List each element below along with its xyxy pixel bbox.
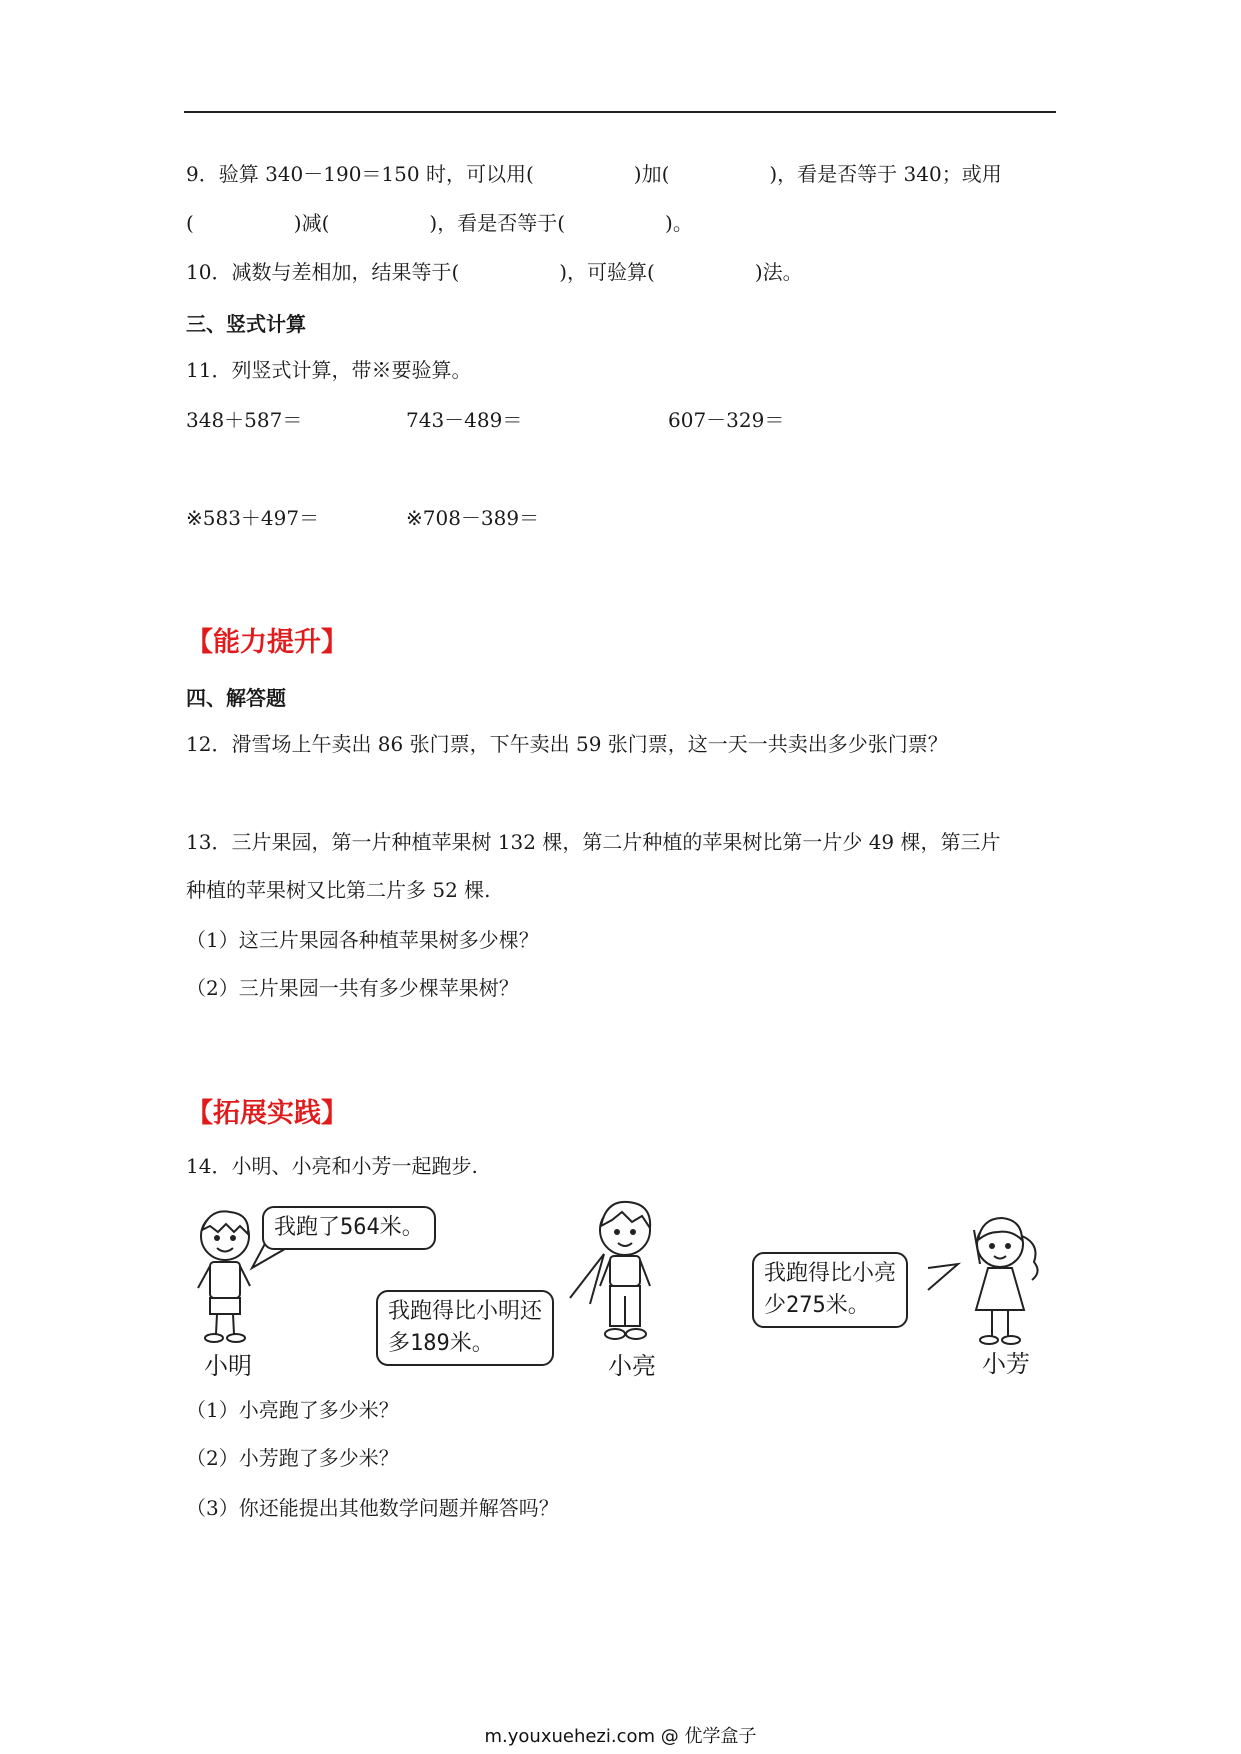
speech-bubble-xiaoming xyxy=(262,1206,436,1250)
speech-bubble-xiaoliang-line-2: 多189米。 xyxy=(388,1331,494,1356)
question-13-line-1: 13．三片果园，第一片种植苹果树 132 棵，第二片种植的苹果树比第一片少 49 棵，第三片 xyxy=(186,830,1001,854)
question-13-sub-1: （1）这三片果园各种植苹果树多少棵？ xyxy=(186,928,539,952)
question-14-sub-1: （1）小亮跑了多少米？ xyxy=(186,1398,399,1422)
question-14-prompt: 14．小明、小亮和小芳一起跑步. xyxy=(186,1154,478,1178)
question-9-line-1: 9．验算 340－190＝150 时，可以用( )加( )，看是否等于 340；或用 xyxy=(186,162,1002,186)
expression-1: 348＋587＝ xyxy=(186,408,303,432)
speech-bubble-xiaofang xyxy=(752,1252,908,1328)
question-9-line-2: ( )减( )，看是否等于( )。 xyxy=(186,211,693,235)
expression-2: 743－489＝ xyxy=(406,408,523,432)
question-14-sub-3: （3）你还能提出其他数学问题并解答吗？ xyxy=(186,1496,559,1520)
question-13-sub-2: （2）三片果园一共有多少棵苹果树？ xyxy=(186,976,519,1000)
section-4-heading: 四、解答题 xyxy=(186,686,286,710)
footer-watermark: m.youxuehezi.com @ 优学盒子 xyxy=(484,1726,757,1747)
question-11-prompt: 11．列竖式计算，带※要验算。 xyxy=(186,358,472,382)
bubble-fang-tail xyxy=(924,1262,964,1302)
ability-section-title: 【能力提升】 xyxy=(186,627,348,658)
extend-section-title: 【拓展实践】 xyxy=(186,1098,348,1129)
question-10: 10．减数与差相加，结果等于( )，可验算( )法。 xyxy=(186,260,803,284)
speech-bubble-xiaofang-line-2: 少275米。 xyxy=(764,1293,870,1318)
question-12: 12．滑雪场上午卖出 86 张门票，下午卖出 59 张门票，这一天一共卖出多少张门票？ xyxy=(186,732,948,756)
speech-bubble-xiaofang-line-1: 我跑得比小亮 xyxy=(764,1261,897,1286)
section-3-heading: 三、竖式计算 xyxy=(186,312,306,336)
speech-bubble-xiaoliang xyxy=(376,1290,554,1366)
expression-3: 607－329＝ xyxy=(668,408,785,432)
label-xiaoming: 小明 xyxy=(204,1352,252,1380)
girl-xiaofang-illustration xyxy=(958,1210,1048,1350)
question-14-sub-2: （2）小芳跑了多少米？ xyxy=(186,1446,399,1470)
bubble-liang-tail xyxy=(568,1250,628,1310)
question-13-line-2: 种植的苹果树又比第二片多 52 棵. xyxy=(186,878,491,902)
label-xiaoliang: 小亮 xyxy=(608,1352,656,1380)
label-xiaofang: 小芳 xyxy=(982,1350,1030,1378)
speech-bubble-xiaoliang-line-1: 我跑得比小明还 xyxy=(388,1299,543,1324)
header-rule xyxy=(184,111,1056,113)
speech-bubble-xiaoming-text: 我跑了564米。 xyxy=(274,1215,424,1240)
expression-5: ※708－389＝ xyxy=(406,506,540,530)
expression-4: ※583＋497＝ xyxy=(186,506,320,530)
boy-xiaoming-illustration xyxy=(190,1204,260,1344)
